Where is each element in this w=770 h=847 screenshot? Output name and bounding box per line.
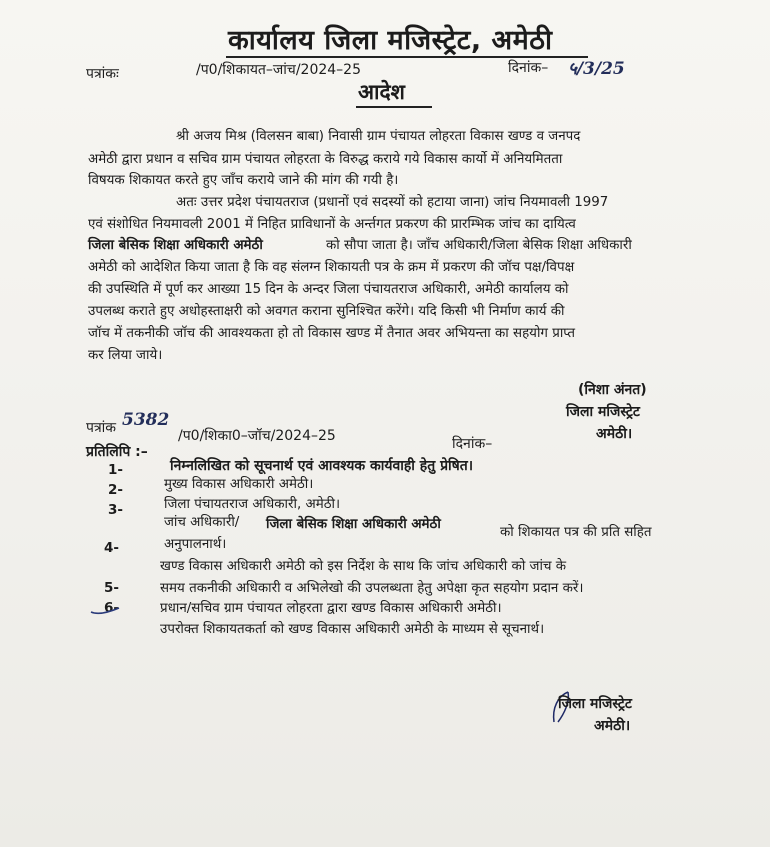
list-number: 1- (108, 462, 123, 478)
list-item: मुख्य विकास अधिकारी अमेठी। (164, 477, 314, 492)
list-number: 4- (104, 540, 119, 556)
signatory2-designation: जिला मजिस्ट्रेट (558, 696, 632, 712)
copy-heading: निम्नलिखित को सूचनार्थ एवं आवश्यक कार्यवाही हेतु प्रेषित। (170, 458, 474, 474)
body-line: अमेठी को आदेशित किया जाता है कि वह संलग्न शिकायती पत्र के क्रम में प्रकरण की जॉच पक्ष/विपक्ष (88, 260, 575, 275)
list-item-bold: जिला बेसिक शिक्षा अधिकारी अमेठी (266, 517, 441, 532)
list-item: समय तकनीकी अधिकारी व अभिलेखो की उपलब्धता हेतु अपेक्षा कृत सहयोग प्रदान करें। (160, 581, 584, 596)
signatory-name: (निशा अंनत) (578, 382, 647, 398)
signatory2-place: अमेठी। (594, 718, 631, 734)
body-line: उपलब्ध कराते हुए अधोहस्ताक्षरी को अवगत कराना सुनिश्चित करेंगे। यदि किसी भी निर्माण कार्य की (88, 304, 565, 319)
list-number: 5- (104, 580, 119, 596)
copy-prefix: प्रतिलिपि :– (86, 444, 148, 460)
list-number: 2- (108, 482, 123, 498)
copy-ref-number: /प0/शिका0–जॉच/2024–25 (178, 428, 336, 444)
list-item: जिला पंचायतराज अधिकारी, अमेठी। (164, 497, 341, 512)
body-line: विषयक शिकायत करते हुए जाँच कराये जाने की मांग की गयी है। (88, 173, 399, 188)
list-item: को शिकायत पत्र की प्रति सहित (500, 525, 652, 540)
list-number: 3- (108, 502, 123, 518)
signatory-place: अमेठी। (596, 426, 633, 442)
body-line: की उपस्थिति में पूर्ण कर आख्या 15 दिन के अन्दर जिला पंचायतराज अधिकारी, अमेठी कार्यालय को (88, 282, 569, 297)
list-item: अनुपालनार्थ। (164, 537, 227, 552)
body-line: एवं संशोधित नियमावली 2001 में निहित प्राविधानों के अर्न्तगत प्रकरण की प्रारम्भिक जांच का दायित्व (88, 217, 576, 232)
body-line: कर लिया जाये। (88, 348, 163, 363)
body-line: अमेठी द्वारा प्रधान व सचिव ग्राम पंचायत लोहरता के विरुद्ध कराये गये विकास कार्यो में अनियमितता (88, 152, 563, 167)
signatory-designation: जिला मजिस्ट्रेट (566, 404, 640, 420)
copy-handwritten-ref: 5382 (122, 410, 170, 430)
copy-ref-label: पत्रांक (86, 420, 117, 436)
list-item: खण्ड विकास अधिकारी अमेठी को इस निर्देश के साथ कि जांच अधिकारी को जांच के (160, 559, 566, 574)
date-label: दिनांक– (508, 60, 549, 76)
list-item: उपरोक्त शिकायतकर्ता को खण्ड विकास अधिकारी अमेठी के माध्यम से सूचनार्थ। (160, 622, 545, 637)
ref-label: पत्रांकः (86, 66, 119, 82)
body-line: श्री अजय मिश्र (विलसन बाबा) निवासी ग्राम पंचायत लोहरता विकास खण्ड व जनपद (176, 129, 581, 144)
list-item: प्रधान/सचिव ग्राम पंचायत लोहरता द्वारा खण्ड विकास अधिकारी अमेठी। (160, 601, 502, 616)
office-title: कार्यालय जिला मजिस्ट्रेट, अमेठी (228, 25, 553, 56)
order-heading: आदेश (358, 80, 405, 104)
body-line: जॉच में तकनीकी जॉच की आवश्यकता हो तो विकास खण्ड में तैनात अवर अभियन्ता का सहयोग प्राप्त (88, 326, 576, 341)
body-line: अतः उत्तर प्रदेश पंचायतराज (प्रधानों एवं सदस्यों को हटाया जाना) जांच नियमावली 1997 (176, 195, 609, 210)
body-line: को सौपा जाता है। जाँच अधिकारी/जिला बेसिक शिक्षा अधिकारी (326, 238, 632, 253)
tick-mark-icon (90, 606, 120, 616)
list-number: 6- (104, 600, 119, 616)
order-heading-underline (356, 106, 432, 108)
list-item: जांच अधिकारी/ (164, 515, 240, 530)
copy-date-label: दिनांक– (452, 436, 493, 452)
ref-number: /प0/शिकायत–जांच/2024–25 (196, 62, 361, 78)
body-line-bold: जिला बेसिक शिक्षा अधिकारी अमेठी (88, 238, 263, 253)
handwritten-date: ५/3/25 (568, 59, 625, 79)
